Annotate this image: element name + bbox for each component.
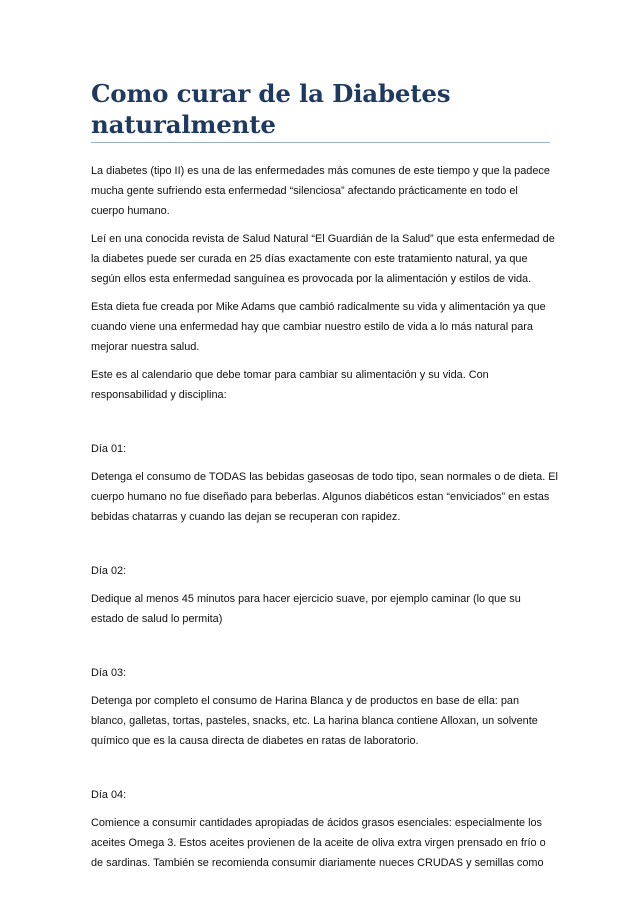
document-title xyxy=(91,78,551,142)
day-01-paragraph xyxy=(91,467,558,527)
day-03-heading: Día 03: xyxy=(91,667,127,679)
paragraph-spacer xyxy=(91,413,551,439)
text-line: blanco, galletas, tortas, pasteles, snacks, etc. La harina blanca contiene Alloxan, un solvente xyxy=(91,715,538,727)
text-line: Detenga el consumo de TODAS las bebidas gaseosas de todo tipo, sean normales o de dieta. El xyxy=(91,471,558,483)
intro-paragraph-4 xyxy=(91,365,551,405)
paragraph-spacer xyxy=(91,535,551,561)
text-line: mejorar nuestra salud. xyxy=(91,341,200,353)
day-04-heading: Día 04: xyxy=(91,789,127,801)
intro-paragraph-3 xyxy=(91,297,551,357)
text-line: mucha gente sufriendo esta enfermedad “silenciosa” afectando prácticamente en todo el xyxy=(91,185,518,197)
day-03-paragraph xyxy=(91,691,551,751)
intro-paragraph-1 xyxy=(91,161,551,221)
text-line: Detenga por completo el consumo de Harina Blanca y de productos en base de ella: pan xyxy=(91,695,520,707)
text-line: cuerpo humano. xyxy=(91,205,170,217)
text-line: bebidas chatarras y cuando las dejan se recuperan con rapidez. xyxy=(91,511,401,523)
text-line: según ellos esta enfermedad sanguínea es provocada por la alimentación y estilos de vida. xyxy=(91,273,532,285)
title-line: Como curar de la Diabetes xyxy=(91,79,451,108)
title-underline xyxy=(91,142,550,143)
text-line: Este es al calendario que debe tomar para cambiar su alimentación y su vida. Con xyxy=(91,369,489,381)
day-04-paragraph xyxy=(91,813,551,873)
text-line: químico que es la causa directa de diabetes en ratas de laboratorio. xyxy=(91,735,419,747)
paragraph-spacer xyxy=(91,637,551,663)
text-line: cuerpo humano no fue diseñado para beberlas. Algunos diabéticos estan “enviciados” en estas xyxy=(91,491,550,503)
text-line: La diabetes (tipo II) es una de las enfermedades más comunes de este tiempo y que la padece xyxy=(91,165,550,177)
day-02-heading: Día 02: xyxy=(91,565,127,577)
text-line: estado de salud lo permita) xyxy=(91,613,223,625)
text-line: de sardinas. También se recomienda consumir diariamente nueces CRUDAS y semillas como xyxy=(91,857,544,869)
text-line: Leí en una conocida revista de Salud Natural “El Guardián de la Salud” que esta enfermedad de xyxy=(91,233,555,245)
document-page xyxy=(91,78,558,881)
text-line: Esta dieta fue creada por Mike Adams que cambió radicalmente su vida y alimentación ya que xyxy=(91,301,546,313)
text-line: responsabilidad y disciplina: xyxy=(91,389,227,401)
day-02-paragraph xyxy=(91,589,551,629)
paragraph-spacer xyxy=(91,759,551,785)
title-line: naturalmente xyxy=(91,110,276,139)
text-line: cuando viene una enfermedad hay que cambiar nuestro estilo de vida a lo más natural para xyxy=(91,321,533,333)
intro-paragraph-2 xyxy=(91,229,555,289)
text-line: aceites Omega 3. Estos aceites provienen de la aceite de oliva extra virgen prensado en frío o xyxy=(91,837,546,849)
text-line: la diabetes puede ser curada en 25 días exactamente con este tratamiento natural, ya que xyxy=(91,253,528,265)
text-line: Dedique al menos 45 minutos para hacer ejercicio suave, por ejemplo caminar (lo que su xyxy=(91,593,521,605)
day-01-heading: Día 01: xyxy=(91,443,127,455)
text-line: Comience a consumir cantidades apropiadas de ácidos grasos esenciales: especialmente los xyxy=(91,817,543,829)
